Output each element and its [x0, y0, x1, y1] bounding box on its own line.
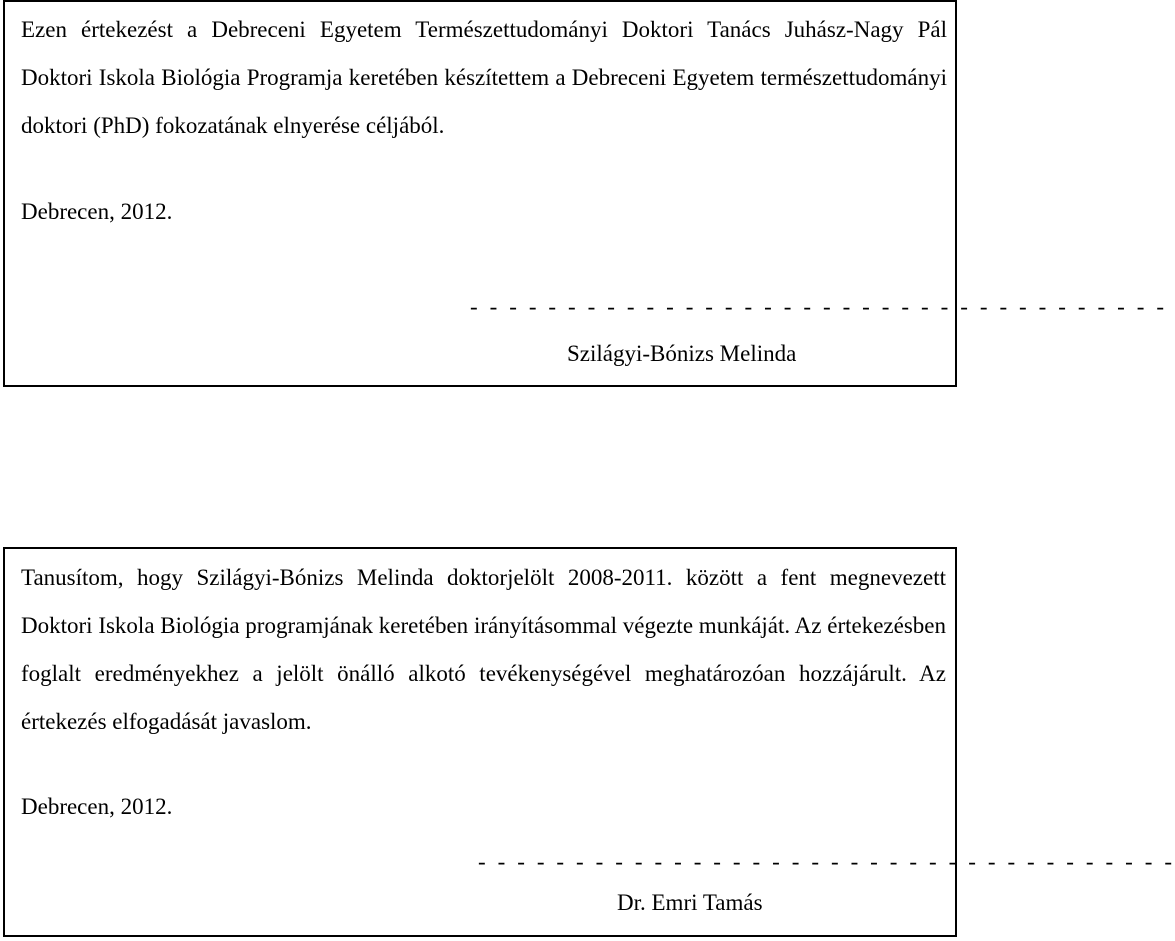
- certification-text: Tanusítom, hogy Szilágyi-Bónizs Melinda doktorjelölt 2008-2011. között a fent megnevezett Doktori Iskola Biológia programjának keretében irányításommal végezte munkáját. Az értekezésben foglalt eredményekhez a jelölt önálló alkotó tevékenységével meghatározóan hozzájárult. Az értekezés elfogadását javaslom.: [21, 565, 946, 734]
- declaration-signature-line: - - - - - - - - - - - - - - - - - - - - - - - - - - - - - - - - - - - -: [470, 294, 1168, 319]
- declaration-box: [3, 0, 1168, 387]
- declaration-text: Ezen értekezést a Debreceni Egyetem Természettudományi Doktori Tanács Juhász-Nagy Pál Doktori Iskola Biológia Programja keretében készítettem a Debreceni Egyetem természettudományi doktori (PhD) fokozatának elnyerése céljából.: [21, 17, 947, 138]
- certification-signature-line: - - - - - - - - - - - - - - - - - - - - - - - - - - - - - - - - - - - -: [478, 849, 1175, 874]
- declaration-place-date: Debrecen, 2012.: [21, 199, 173, 224]
- certification-box: [3, 547, 1175, 937]
- declaration-signer-name: Szilágyi-Bónizs Melinda: [567, 341, 797, 366]
- certification-place-date: Debrecen, 2012.: [21, 794, 173, 819]
- certification-signer-name: Dr. Emri Tamás: [617, 890, 763, 915]
